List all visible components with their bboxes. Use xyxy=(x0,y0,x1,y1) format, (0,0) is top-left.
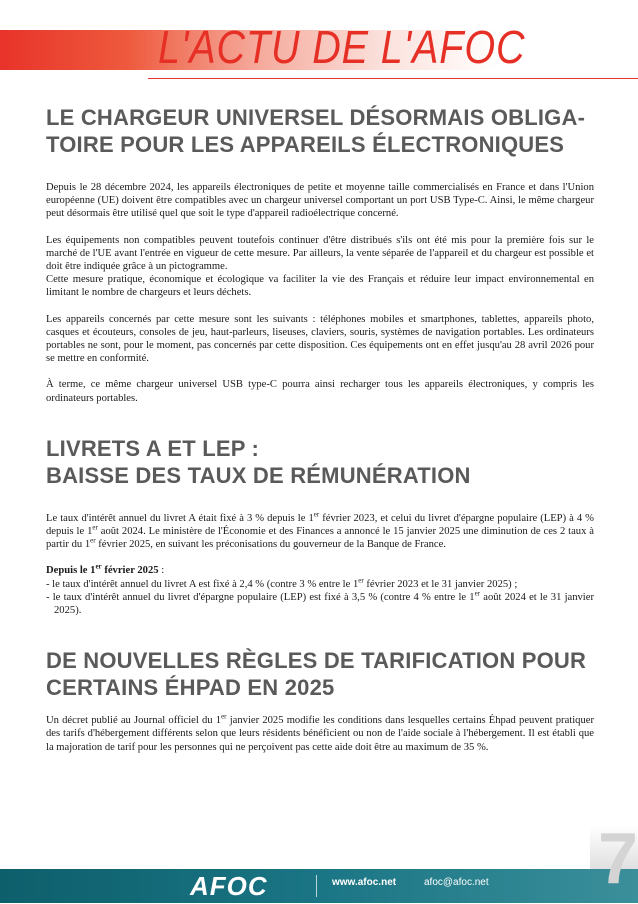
text-run: février 2025 xyxy=(101,565,159,577)
text-run: Un décret publié au Journal officiel du 1 xyxy=(46,715,222,727)
text-run: : xyxy=(158,565,165,577)
section-title xyxy=(46,104,594,158)
paragraph: Depuis le 28 décembre 2024, les appareils électroniques de petite et moyenne taille commercialisés en France et dans l'Union européenne (UE) doivent être compatibles avec un chargeur universel comportant un port USB Type-C. Ainsi, le même chargeur peut désormais être utilisé quel que soit le type d'appareil radioélectrique concerné. xyxy=(46,182,594,220)
superscript: er xyxy=(221,712,227,721)
article-content xyxy=(46,104,594,754)
section-title-line: TOIRE POUR LES APPAREILS ÉLECTRONIQUES xyxy=(46,132,565,157)
paragraph: Les appareils concernés par cette mesure sont les suivants : téléphones mobiles et smartphones, tablettes, appareils photo, casques et écouteurs, consoles de jeu, haut-parleurs, liseuses, claviers, souris, systèmes de navigation portables. Les ordinateurs portables ne sont, pour le moment, pas concernés par cette disposition. Ces équipements ont en effet jusqu'au 28 avril 2026 pour se mettre en conformité. xyxy=(46,313,594,365)
header-title: L'ACTU DE L'AFOC xyxy=(158,21,526,73)
section-universal-charger xyxy=(46,104,594,405)
text-run: août 2024. Le ministère de l'Économie et des Finances a annoncé le 15 janvier 2025 une diminution de ces 2 taux à partir du 1 xyxy=(46,526,594,551)
email-link[interactable]: afoc@afoc.net xyxy=(424,877,489,888)
header-rule xyxy=(148,78,638,79)
paragraph: Cette mesure pratique, économique et écologique va faciliter la vie des Français et réduire leur impact environnemental en limitant le nombre de chargeurs et leurs déchets. xyxy=(46,274,594,299)
section-title-line: LIVRETS A ET LEP : xyxy=(46,435,260,461)
paragraph: Les équipements non compatibles peuvent toutefois continuer d'être distribués s'ils ont été mis pour la première fois sur le marché de l'UE avant l'entrée en vigueur de cette mesure. Par ailleurs, la vente séparée de l'appareil et du chargeur est possible et doit être indiquée grâce à un pictogramme. xyxy=(46,234,594,273)
footer-divider xyxy=(316,875,317,897)
text-run: août 2024 et le 31 janvier 2025). xyxy=(54,591,594,617)
superscript: er xyxy=(474,589,481,598)
text-run: Le taux d'intérêt annuel du livret A était fixé à 3 % depuis le 1 xyxy=(46,512,314,524)
page-footer xyxy=(0,869,638,903)
paragraph xyxy=(46,714,594,754)
text-run: - le taux d'intérêt annuel du livret d'épargne populaire (LEP) est fixé à 3,5 % (contre 4 % entre le 1 xyxy=(46,591,475,603)
superscript: er xyxy=(358,576,364,585)
text-run: février 2023 et le 31 janvier 2025) ; xyxy=(363,578,518,590)
superscript: er xyxy=(95,562,102,571)
website-link[interactable]: www.afoc.net xyxy=(332,877,397,888)
section-title-line: BAISSE DES TAUX DE RÉMUNÉRATION xyxy=(46,462,471,488)
list-item xyxy=(46,591,594,617)
text-run: Depuis le 1 xyxy=(46,565,96,577)
paragraph: À terme, ce même chargeur universel USB type-C pourra ainsi recharger tous les appareils électroniques, y compris les ordinateurs portables. xyxy=(46,379,594,404)
text-run: février 2025, en suivant les préconisations du gouverneur de la Banque de France. xyxy=(95,539,446,551)
section-ehpad xyxy=(46,647,594,754)
superscript: er xyxy=(313,510,320,519)
section-livrets xyxy=(46,435,594,617)
section-title xyxy=(46,435,594,489)
superscript: er xyxy=(92,523,98,532)
section-title-line: DE NOUVELLES RÈGLES DE TARIFICATION POUR xyxy=(46,648,587,674)
section-title-line: LE CHARGEUR UNIVERSEL DÉSORMAIS OBLIGA- xyxy=(46,105,586,130)
page-header xyxy=(0,0,638,82)
section-title-line: CERTAINS ÉHPAD EN 2025 xyxy=(46,675,335,701)
text-run: février 2023, et celui du livret d'épargne populaire (LEP) à 4 % depuis le 1 xyxy=(46,512,594,538)
text-run: - le taux d'intérêt annuel du livret A est fixé à 2,4 % (contre 3 % entre le 1 xyxy=(46,578,359,590)
text-run: janvier 2025 modifie les conditions dans lesquelles certains Éhpad peuvent pratiquer des tarifs d'hébergement différents selon que leurs résidents bénéficient ou non de l'aide sociale à l'hébergement. Il est établi que la majoration de tarif pour les personnes qui ne perçoivent pas cette aide doit être au maximum de 35 %. xyxy=(46,715,595,753)
afoc-logo: AFOC xyxy=(190,871,268,901)
paragraph xyxy=(46,512,594,552)
superscript: er xyxy=(90,536,96,545)
section-title xyxy=(46,647,594,701)
list-item xyxy=(46,578,594,591)
page-number: 7 xyxy=(598,819,638,899)
list-lead xyxy=(46,564,594,577)
footer-band xyxy=(0,869,638,903)
